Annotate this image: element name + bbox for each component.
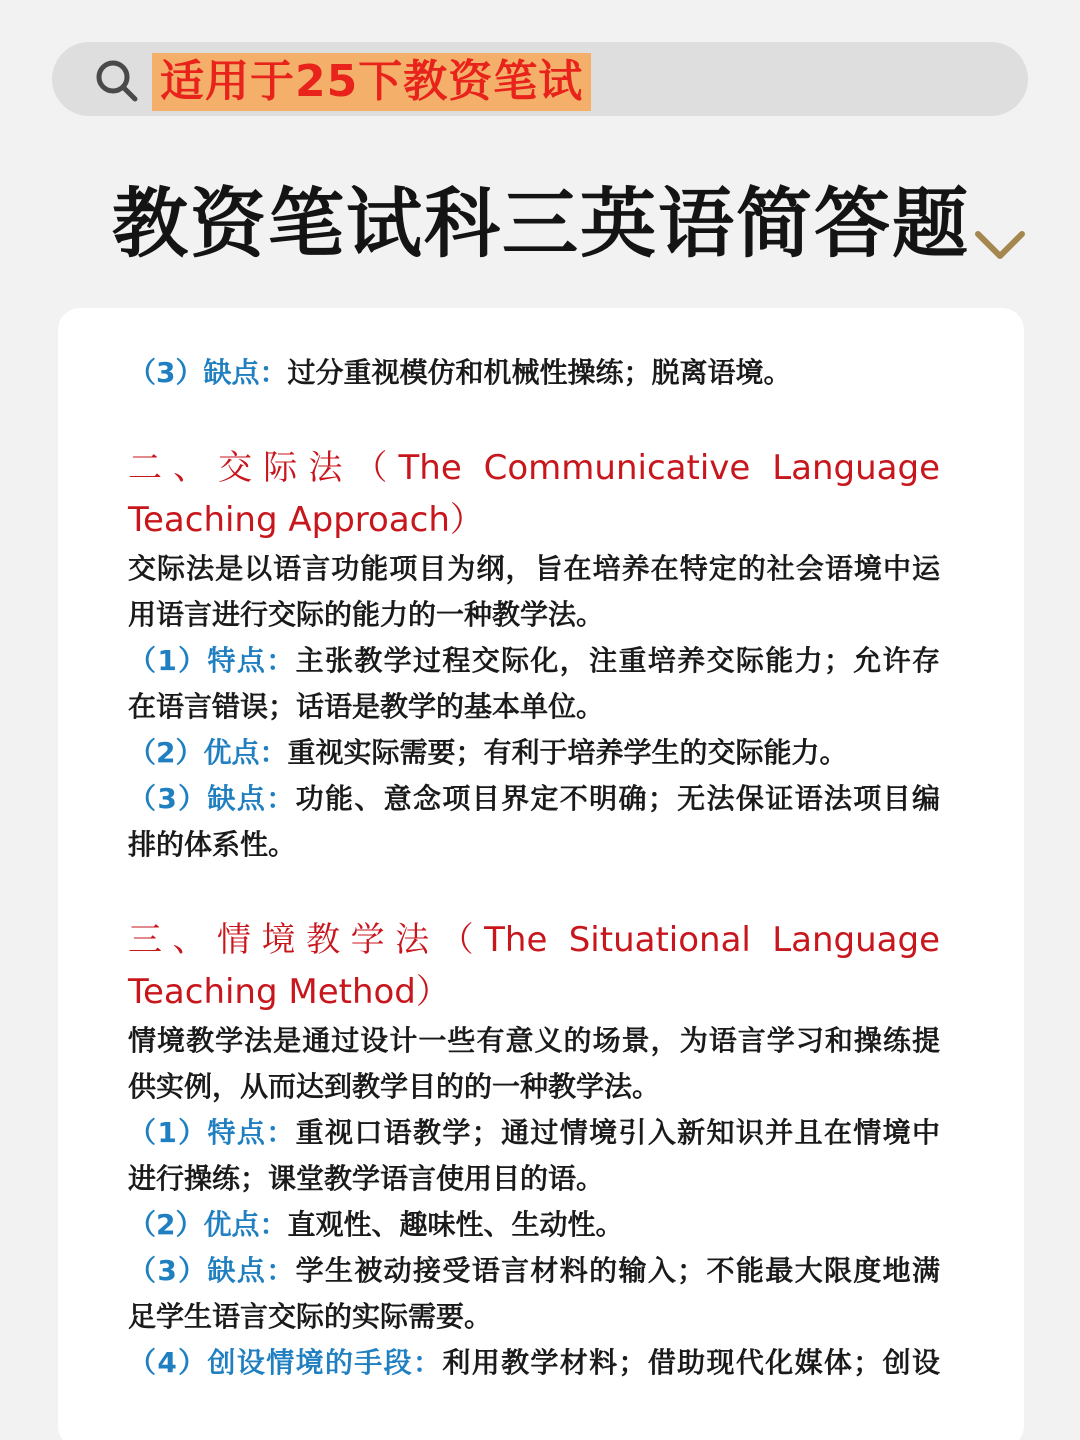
label: （1）特点： bbox=[128, 1116, 296, 1149]
sec2-heading-cont: Teaching Approach） bbox=[128, 500, 484, 540]
text: 功能、意念项目界定不明确；无法保证语法项目编 bbox=[295, 782, 941, 815]
text: 主张教学过程交际化，注重培养交际能力；允许存 bbox=[295, 644, 941, 677]
label: （2）优点： bbox=[128, 736, 288, 769]
sec1-disadvantages bbox=[128, 350, 940, 396]
sec2-desc-cont: 用语言进行交际的能力的一种教学法。 bbox=[128, 598, 605, 631]
sec3-heading: 三、情境教学法（The Situational Language bbox=[128, 920, 940, 960]
sec3-features-cont: 进行操练；课堂教学语言使用目的语。 bbox=[128, 1162, 605, 1195]
sec3-desc: 情境教学法是通过设计一些有意义的场景，为语言学习和操练提 bbox=[128, 1024, 940, 1057]
article-body bbox=[128, 350, 940, 1386]
sec2-disadvantages bbox=[128, 776, 940, 822]
text: 重视口语教学；通过情境引入新知识并且在情境中 bbox=[295, 1116, 941, 1149]
sec3-means bbox=[128, 1340, 940, 1386]
sec3-features bbox=[128, 1110, 940, 1156]
text: 重视实际需要；有利于培养学生的交际能力。 bbox=[287, 736, 848, 769]
text: 过分重视模仿和机械性操练；脱离语境。 bbox=[287, 356, 792, 389]
label: （2）优点： bbox=[128, 1208, 288, 1241]
text: 学生被动接受语言材料的输入；不能最大限度地满 bbox=[295, 1254, 941, 1287]
sec3-heading-cont: Teaching Method） bbox=[128, 972, 450, 1012]
label: （1）特点： bbox=[128, 644, 296, 677]
sec2-heading: 二、交际法（The Communicative Language bbox=[128, 448, 940, 488]
sec3-disadvantages-cont: 足学生语言交际的实际需要。 bbox=[128, 1300, 493, 1333]
sec2-features bbox=[128, 638, 940, 684]
chevron-down-icon[interactable] bbox=[972, 226, 1028, 266]
text: 直观性、趣味性、生动性。 bbox=[287, 1208, 624, 1241]
page-title: 教资笔试科三英语简答题 bbox=[112, 179, 970, 268]
sec3-desc-cont: 供实例，从而达到教学目的的一种教学法。 bbox=[128, 1070, 661, 1103]
label: （3）缺点： bbox=[128, 356, 288, 389]
label: （3）缺点： bbox=[128, 782, 296, 815]
sec2-features-cont: 在语言错误；话语是教学的基本单位。 bbox=[128, 690, 605, 723]
label: （3）缺点： bbox=[128, 1254, 296, 1287]
search-icon[interactable] bbox=[94, 58, 140, 104]
label: （4）创设情境的手段： bbox=[128, 1346, 443, 1379]
sec2-advantages bbox=[128, 730, 940, 776]
sec3-advantages bbox=[128, 1202, 940, 1248]
sec2-disadvantages-cont: 排的体系性。 bbox=[128, 828, 297, 861]
sec2-desc: 交际法是以语言功能项目为纲，旨在培养在特定的社会语境中运 bbox=[128, 552, 940, 585]
sec3-disadvantages bbox=[128, 1248, 940, 1294]
search-query-text[interactable]: 适用于25下教资笔试 bbox=[152, 53, 591, 111]
text: 利用教学材料；借助现代化媒体；创设 bbox=[442, 1346, 940, 1379]
